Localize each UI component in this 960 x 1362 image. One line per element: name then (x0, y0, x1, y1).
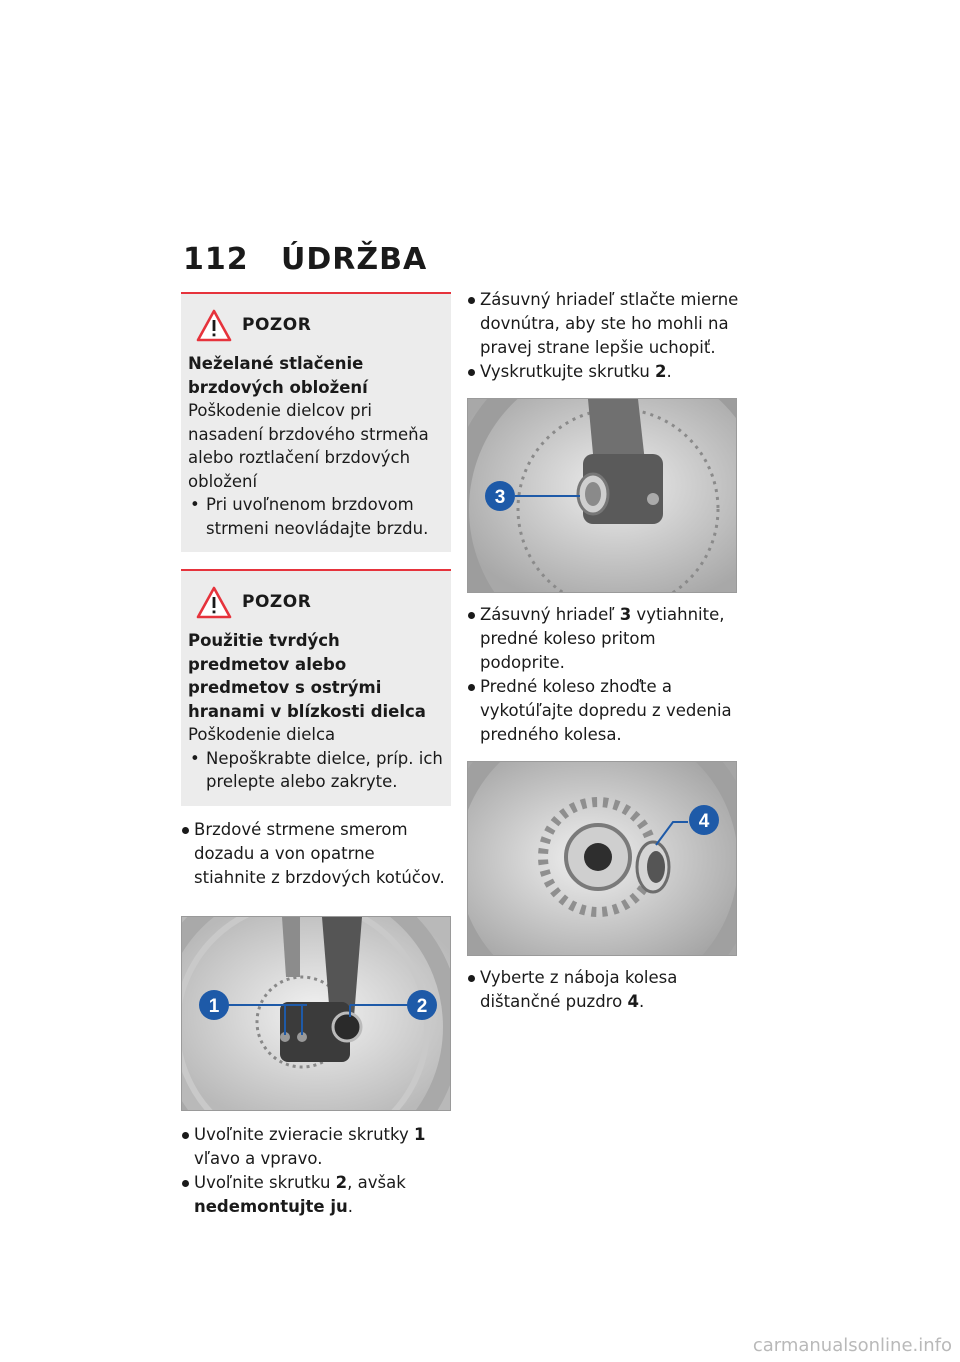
warning-title: Použitie tvrdých predmetov alebo predmetov s ostrými hranami v blízkosti dielca (188, 631, 426, 721)
warning-label: POZOR (242, 592, 312, 613)
figure-axle-shaft (467, 398, 737, 593)
svg-text:3: 3 (494, 487, 506, 508)
page-number: 112 (183, 242, 249, 277)
warning-triangle-icon (196, 586, 232, 620)
warning-text: Poškodenie dielca (188, 725, 336, 744)
step-list (181, 818, 451, 890)
warning-triangle-icon (196, 309, 232, 343)
callout-3 (485, 481, 515, 511)
step-item: Zásuvný hriadeľ stlačte mierne dovnútra, aby ste ho mohli na pravej strane lepšie uchopiť. (467, 288, 739, 360)
svg-text:4: 4 (698, 811, 710, 832)
figure-caliper-screws (181, 916, 451, 1111)
step-item: Vyberte z náboja kolesa dištančné puzdro 4. (467, 966, 739, 1014)
svg-text:2: 2 (416, 995, 428, 1017)
step-item: Predné koleso zhoďte a vykotúľajte dopredu z vedenia predného kolesa. (467, 675, 739, 747)
callout-4 (689, 805, 719, 835)
step-item: Brzdové strmene smerom dozadu a von opatrne stiahnite z brzdových kotúčov. (181, 818, 451, 890)
warning-bullet: • Pri uvoľnenom brzdovom strmeni neovládajte brzdu. (188, 493, 445, 540)
step-item: Zásuvný hriadeľ 3 vytiahnite, predné koleso pritom podoprite. (467, 603, 739, 675)
watermark-link[interactable]: carmanualsonline.info (752, 1335, 952, 1356)
right-column (467, 288, 739, 1014)
step-item: Uvoľnite zvieracie skrutky 1 vľavo a vpravo. (181, 1123, 451, 1171)
step-list (467, 288, 739, 384)
warning-title: Neželané stlačenie brzdových obložení (188, 354, 368, 397)
warning-bullet: • Nepoškrabte dielce, príp. ich prelepte alebo zakryte. (188, 747, 445, 794)
step-list (181, 1123, 451, 1219)
callout-2 (407, 990, 437, 1020)
warning-box-1 (181, 292, 451, 552)
step-item: Vyskrutkujte skrutku 2. (467, 360, 739, 384)
figure-spacer-sleeve (467, 761, 737, 956)
callout-1 (199, 990, 229, 1020)
section-title: ÚDRŽBA (281, 242, 428, 277)
step-list (467, 603, 739, 747)
warning-label: POZOR (242, 315, 312, 336)
warning-text: Poškodenie dielcov pri nasadení brzdového strmeňa alebo roztlačení brzdových obložení (188, 401, 429, 491)
left-column (181, 292, 451, 1219)
warning-box-2 (181, 569, 451, 806)
step-list (467, 966, 739, 1014)
step-item: Uvoľnite skrutku 2, avšak nedemontujte ju. (181, 1171, 451, 1219)
svg-text:1: 1 (208, 995, 220, 1017)
